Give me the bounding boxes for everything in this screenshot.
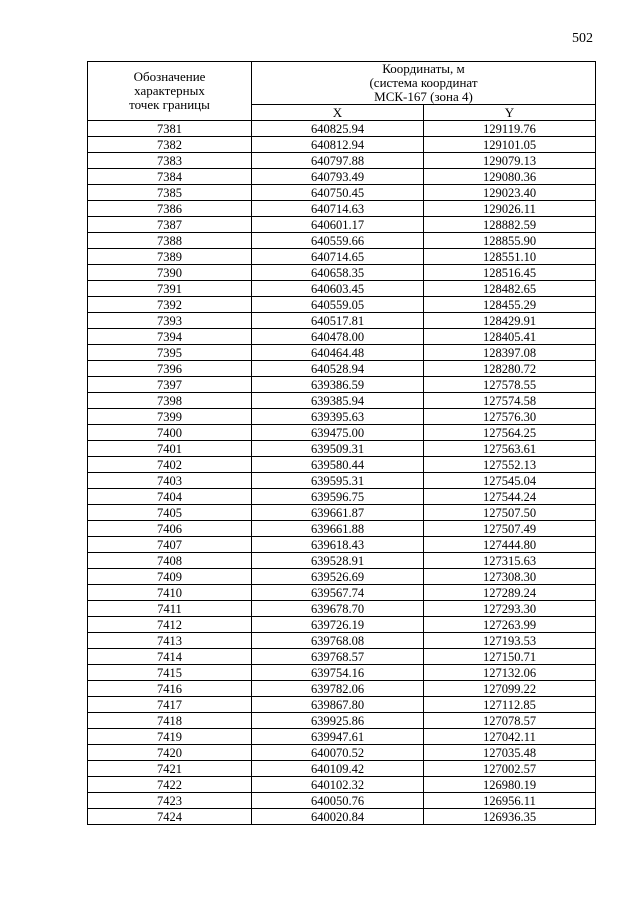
table-row <box>88 313 596 329</box>
table-row <box>88 377 596 393</box>
point-id-cell: 7423 <box>88 793 252 809</box>
x-coordinate-cell: 640559.05 <box>252 297 424 313</box>
y-coordinate-cell: 126956.11 <box>424 793 596 809</box>
y-coordinate-cell: 127308.30 <box>424 569 596 585</box>
y-column-header: Y <box>424 105 596 121</box>
table-row <box>88 761 596 777</box>
y-coordinate-cell: 127150.71 <box>424 649 596 665</box>
y-coordinate-cell: 127293.30 <box>424 601 596 617</box>
y-coordinate-cell: 127263.99 <box>424 617 596 633</box>
point-id-cell: 7402 <box>88 457 252 473</box>
x-coordinate-cell: 640601.17 <box>252 217 424 233</box>
point-id-cell: 7420 <box>88 745 252 761</box>
y-coordinate-cell: 127578.55 <box>424 377 596 393</box>
table-row <box>88 137 596 153</box>
y-coordinate-cell: 127042.11 <box>424 729 596 745</box>
x-coordinate-cell: 639678.70 <box>252 601 424 617</box>
y-coordinate-cell: 127544.24 <box>424 489 596 505</box>
table-row <box>88 489 596 505</box>
point-id-cell: 7411 <box>88 601 252 617</box>
table-row <box>88 713 596 729</box>
point-id-cell: 7397 <box>88 377 252 393</box>
y-coordinate-cell: 128405.41 <box>424 329 596 345</box>
y-coordinate-cell: 127507.49 <box>424 521 596 537</box>
point-id-cell: 7394 <box>88 329 252 345</box>
x-coordinate-cell: 640517.81 <box>252 313 424 329</box>
x-coordinate-cell: 640793.49 <box>252 169 424 185</box>
point-id-cell: 7424 <box>88 809 252 825</box>
table-row <box>88 793 596 809</box>
x-coordinate-cell: 639526.69 <box>252 569 424 585</box>
table-row <box>88 505 596 521</box>
table-row <box>88 201 596 217</box>
x-coordinate-cell: 639475.00 <box>252 425 424 441</box>
x-coordinate-cell: 640714.63 <box>252 201 424 217</box>
point-id-cell: 7409 <box>88 569 252 585</box>
x-coordinate-cell: 639596.75 <box>252 489 424 505</box>
y-coordinate-cell: 127132.06 <box>424 665 596 681</box>
page-number: 502 <box>572 31 593 46</box>
table-row <box>88 681 596 697</box>
point-id-cell: 7396 <box>88 361 252 377</box>
table-row <box>88 649 596 665</box>
point-id-cell: 7400 <box>88 425 252 441</box>
y-coordinate-cell: 126980.19 <box>424 777 596 793</box>
table-row <box>88 345 596 361</box>
point-id-cell: 7408 <box>88 553 252 569</box>
x-coordinate-cell: 640478.00 <box>252 329 424 345</box>
y-coordinate-cell: 127574.58 <box>424 393 596 409</box>
x-coordinate-cell: 639754.16 <box>252 665 424 681</box>
point-id-cell: 7391 <box>88 281 252 297</box>
point-id-cell: 7415 <box>88 665 252 681</box>
table-row <box>88 601 596 617</box>
table-row <box>88 281 596 297</box>
point-id-cell: 7414 <box>88 649 252 665</box>
y-coordinate-cell: 127444.80 <box>424 537 596 553</box>
table-row <box>88 185 596 201</box>
x-coordinate-cell: 640658.35 <box>252 265 424 281</box>
table-row <box>88 233 596 249</box>
x-coordinate-cell: 640109.42 <box>252 761 424 777</box>
point-id-cell: 7407 <box>88 537 252 553</box>
point-id-cell: 7403 <box>88 473 252 489</box>
y-coordinate-cell: 128429.91 <box>424 313 596 329</box>
point-id-cell: 7416 <box>88 681 252 697</box>
table-row <box>88 745 596 761</box>
y-coordinate-cell: 128551.10 <box>424 249 596 265</box>
x-coordinate-cell: 639867.80 <box>252 697 424 713</box>
table-row <box>88 521 596 537</box>
y-coordinate-cell: 127002.57 <box>424 761 596 777</box>
table-row <box>88 569 596 585</box>
x-coordinate-cell: 639661.88 <box>252 521 424 537</box>
point-id-cell: 7382 <box>88 137 252 153</box>
table-row <box>88 361 596 377</box>
x-coordinate-cell: 639925.86 <box>252 713 424 729</box>
x-coordinate-cell: 639385.94 <box>252 393 424 409</box>
y-coordinate-cell: 128855.90 <box>424 233 596 249</box>
x-coordinate-cell: 639395.63 <box>252 409 424 425</box>
point-id-cell: 7406 <box>88 521 252 537</box>
y-coordinate-cell: 127315.63 <box>424 553 596 569</box>
y-coordinate-cell: 127078.57 <box>424 713 596 729</box>
point-id-cell: 7399 <box>88 409 252 425</box>
x-coordinate-cell: 640714.65 <box>252 249 424 265</box>
point-id-cell: 7413 <box>88 633 252 649</box>
y-coordinate-cell: 129026.11 <box>424 201 596 217</box>
y-coordinate-cell: 128455.29 <box>424 297 596 313</box>
table-row <box>88 777 596 793</box>
x-coordinate-cell: 639947.61 <box>252 729 424 745</box>
table-row <box>88 409 596 425</box>
y-coordinate-cell: 129023.40 <box>424 185 596 201</box>
x-coordinate-cell: 640559.66 <box>252 233 424 249</box>
x-coordinate-cell: 640070.52 <box>252 745 424 761</box>
point-id-cell: 7418 <box>88 713 252 729</box>
point-designation-header: Обозначение характерных точек границы <box>88 62 252 121</box>
x-coordinate-cell: 640464.48 <box>252 345 424 361</box>
table-row <box>88 425 596 441</box>
x-coordinate-cell: 639782.06 <box>252 681 424 697</box>
table-body <box>88 121 596 825</box>
point-id-cell: 7387 <box>88 217 252 233</box>
table-row <box>88 457 596 473</box>
point-id-cell: 7421 <box>88 761 252 777</box>
table-row <box>88 265 596 281</box>
y-coordinate-cell: 129119.76 <box>424 121 596 137</box>
table-row <box>88 297 596 313</box>
x-coordinate-cell: 639768.57 <box>252 649 424 665</box>
y-coordinate-cell: 127545.04 <box>424 473 596 489</box>
x-coordinate-cell: 640020.84 <box>252 809 424 825</box>
x-coordinate-cell: 640528.94 <box>252 361 424 377</box>
point-id-cell: 7385 <box>88 185 252 201</box>
table-row <box>88 617 596 633</box>
x-coordinate-cell: 639386.59 <box>252 377 424 393</box>
table-row <box>88 217 596 233</box>
table-row <box>88 249 596 265</box>
point-id-cell: 7405 <box>88 505 252 521</box>
table-row <box>88 537 596 553</box>
point-id-cell: 7383 <box>88 153 252 169</box>
y-coordinate-cell: 127035.48 <box>424 745 596 761</box>
point-id-cell: 7390 <box>88 265 252 281</box>
table-row <box>88 153 596 169</box>
y-coordinate-cell: 128280.72 <box>424 361 596 377</box>
x-coordinate-cell: 640812.94 <box>252 137 424 153</box>
y-coordinate-cell: 127563.61 <box>424 441 596 457</box>
table-row <box>88 441 596 457</box>
y-coordinate-cell: 128397.08 <box>424 345 596 361</box>
table-row <box>88 633 596 649</box>
table-row <box>88 393 596 409</box>
y-coordinate-cell: 126936.35 <box>424 809 596 825</box>
x-coordinate-cell: 640102.32 <box>252 777 424 793</box>
point-id-cell: 7384 <box>88 169 252 185</box>
table-row <box>88 585 596 601</box>
x-coordinate-cell: 640050.76 <box>252 793 424 809</box>
table-row <box>88 697 596 713</box>
x-coordinate-cell: 640750.45 <box>252 185 424 201</box>
x-coordinate-cell: 639726.19 <box>252 617 424 633</box>
table-row <box>88 473 596 489</box>
table-row <box>88 169 596 185</box>
y-coordinate-cell: 129080.36 <box>424 169 596 185</box>
x-coordinate-cell: 640603.45 <box>252 281 424 297</box>
table-row <box>88 665 596 681</box>
y-coordinate-cell: 127193.53 <box>424 633 596 649</box>
y-coordinate-cell: 128882.59 <box>424 217 596 233</box>
point-id-cell: 7417 <box>88 697 252 713</box>
point-id-cell: 7388 <box>88 233 252 249</box>
table-row <box>88 553 596 569</box>
point-id-cell: 7381 <box>88 121 252 137</box>
x-coordinate-cell: 639618.43 <box>252 537 424 553</box>
point-id-cell: 7410 <box>88 585 252 601</box>
y-coordinate-cell: 127099.22 <box>424 681 596 697</box>
y-coordinate-cell: 129101.05 <box>424 137 596 153</box>
table-row <box>88 729 596 745</box>
y-coordinate-cell: 127564.25 <box>424 425 596 441</box>
y-coordinate-cell: 128516.45 <box>424 265 596 281</box>
y-coordinate-cell: 127576.30 <box>424 409 596 425</box>
y-coordinate-cell: 127289.24 <box>424 585 596 601</box>
coordinates-header: Координаты, м (система координат МСК-167 (зона 4) <box>252 62 596 105</box>
table-row <box>88 809 596 825</box>
y-coordinate-cell: 127112.85 <box>424 697 596 713</box>
x-coordinate-cell: 639567.74 <box>252 585 424 601</box>
y-coordinate-cell: 128482.65 <box>424 281 596 297</box>
point-id-cell: 7412 <box>88 617 252 633</box>
point-id-cell: 7389 <box>88 249 252 265</box>
point-id-cell: 7422 <box>88 777 252 793</box>
x-coordinate-cell: 639528.91 <box>252 553 424 569</box>
table-row <box>88 121 596 137</box>
point-id-cell: 7395 <box>88 345 252 361</box>
x-coordinate-cell: 640797.88 <box>252 153 424 169</box>
table-row <box>88 329 596 345</box>
y-coordinate-cell: 129079.13 <box>424 153 596 169</box>
point-id-cell: 7392 <box>88 297 252 313</box>
point-id-cell: 7393 <box>88 313 252 329</box>
coordinates-table <box>87 61 596 825</box>
x-coordinate-cell: 640825.94 <box>252 121 424 137</box>
point-id-cell: 7398 <box>88 393 252 409</box>
y-coordinate-cell: 127507.50 <box>424 505 596 521</box>
table-header-row <box>88 62 596 105</box>
x-coordinate-cell: 639768.08 <box>252 633 424 649</box>
x-coordinate-cell: 639661.87 <box>252 505 424 521</box>
point-id-cell: 7419 <box>88 729 252 745</box>
point-id-cell: 7401 <box>88 441 252 457</box>
x-coordinate-cell: 639509.31 <box>252 441 424 457</box>
x-column-header: X <box>252 105 424 121</box>
y-coordinate-cell: 127552.13 <box>424 457 596 473</box>
point-id-cell: 7386 <box>88 201 252 217</box>
point-id-cell: 7404 <box>88 489 252 505</box>
x-coordinate-cell: 639580.44 <box>252 457 424 473</box>
x-coordinate-cell: 639595.31 <box>252 473 424 489</box>
